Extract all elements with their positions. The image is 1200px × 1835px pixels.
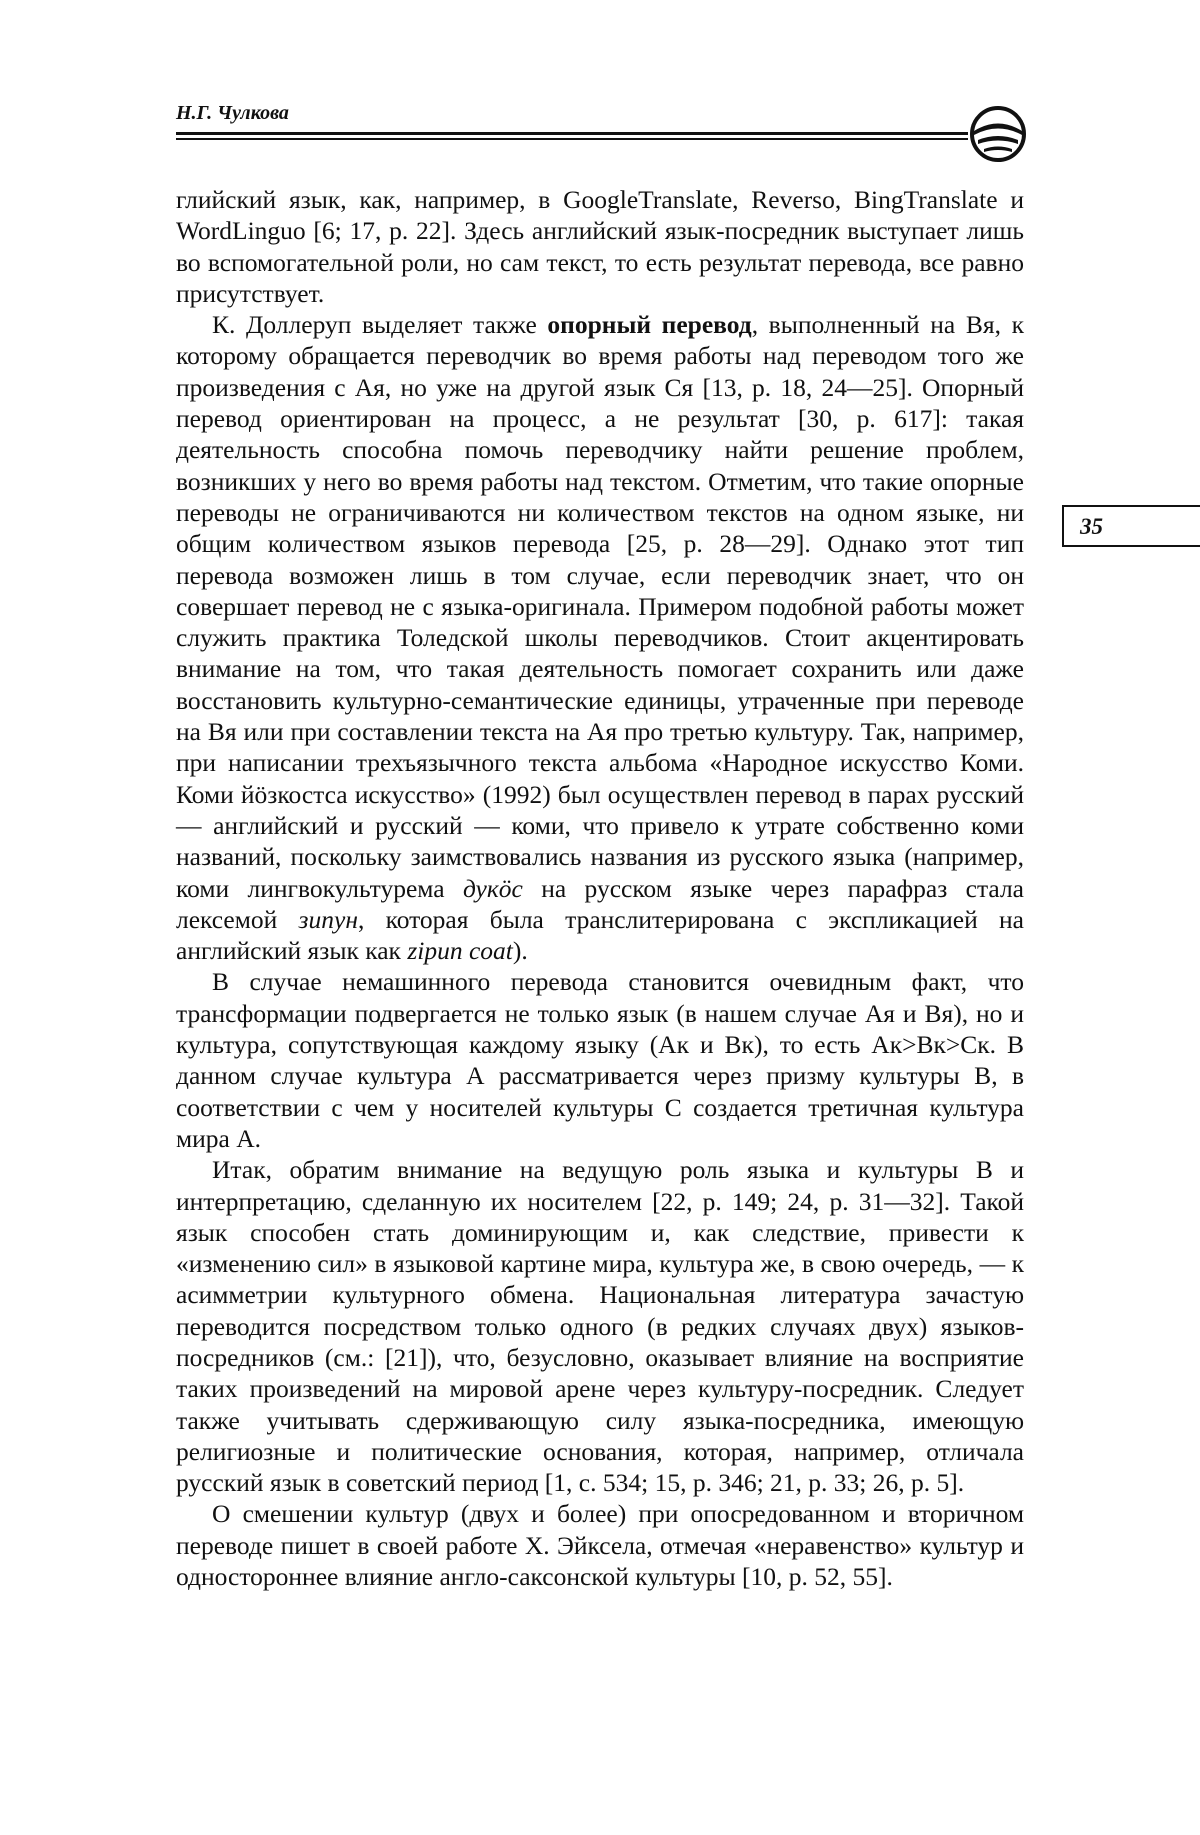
- page-number: 35: [1062, 505, 1200, 547]
- term-italic: зипун: [298, 904, 358, 934]
- paragraph-text: К. Доллеруп выделяет также: [212, 310, 548, 340]
- paragraph-text: Итак, обратим внимание на ведущую роль языка и культуры В и интерпретацию, сделанную их носителем [22, p. 149; 24, p. 31—32]. Такой язык способен стать доминирующим и, как следствие, привести к «изменению сил» в языковой картине мира, культура же, в свою очередь, — к асимметрии культурного обмена. Национальная литература зачастую переводится посредством только одного (в редких случаях двух) языков-посредников (см.: [21]), что, безусловно, оказывает влияние на восприятие таких произведений на мировой арене через культуру-посредник. Следует также учитывать сдерживающую силу языка-посредника, имеющую религиозные и политические основания, которая, например, отличала русский язык в советский период [1, c. 534; 15, p. 346; 21, p. 33; 26, p. 5].: [176, 1155, 1024, 1498]
- paragraph-4: [176, 1154, 1024, 1498]
- paragraph-text: В случае немашинного перевода становится очевидным факт, что трансформации подвергается не только язык (в нашем случае Ая и Вя), но и культура, сопутствующая каждому языку (Ак и Вк), то есть Ак>Вк>Ск. В данном случае культура А рассматривается через призму культуры В, в соответствии с чем у носителей культуры С создается третичная культура мира А.: [176, 967, 1024, 1153]
- journal-logo-icon: [968, 104, 1028, 164]
- paragraph-5: [176, 1498, 1024, 1592]
- term-bold: опорный перевод: [547, 310, 752, 340]
- paragraph-1: [176, 184, 1024, 309]
- header-rule: [176, 132, 968, 135]
- body-text: [176, 184, 1024, 1592]
- paragraph-3: [176, 966, 1024, 1154]
- header-rule-thin: [176, 138, 968, 140]
- paragraph-text: на русском языке через парафраз стала лексемой: [176, 873, 1024, 934]
- running-head-author: Н.Г. Чулкова: [176, 102, 289, 124]
- paragraph-text: глийский язык, как, например, в GoogleTranslate, Reverso, BingTranslate и WordLinguo [6; 17, p. 22]. Здесь английский язык-посредник выступает лишь во вспомогательной роли, но сам текст, то есть результат перевода, все равно присутствует.: [176, 185, 1024, 308]
- paragraph-text: , которая была транслитерирована с экспликацией на английский язык как: [176, 904, 1024, 966]
- paragraph-text: ).: [512, 936, 528, 966]
- term-italic: дукӧс: [462, 873, 523, 903]
- term-italic: zipun coat: [407, 936, 513, 966]
- paragraph-text: , выполненный на Вя, к которому обращается переводчик во время работы над переводом того же произведения с Ая, но уже на другой язык Ся [13, p. 18, 24—25]. Опорный перевод ориентирован на процесс, а не результат [30, p. 617]: такая деятельность способна помочь переводчику найти решение проблем, возникших у него во время работы над текстом. Отметим, что такие опорные переводы не ограничиваются ни количеством текстов на одном языке, ни общим количеством языков перевода [25, p. 28—29]. Однако этот тип перевода возможен лишь в том случае, если переводчик знает, что он совершает перевод не с языка-оригинала. Примером подобной работы может служить практика Толедской школы переводчиков. Стоит акцентировать внимание на том, что такая деятельность помогает сохранить или даже восстановить культурно-семантические единицы, утраченные при переводе на Вя или при составлении текста на Ая про третью культуру. Так, например, при написании трехъязычного текста альбома «Народное искусство Коми. Коми йӧзкостса искусство» (1992) был осуществлен перевод в парах русский — английский и русский — коми, что привело к утрате собственно коми названий, поскольку заимствовались названия из русского языка (например, коми лингвокультурема: [176, 310, 1024, 903]
- paragraph-text: О смешении культур (двух и более) при опосредованном и вторичном переводе пишет в своей работе Х. Эйксела, отмечая «неравенство» культур и одностороннее влияние англо-саксонской культуры [10, p. 52, 55].: [176, 1499, 1024, 1592]
- paragraph-2: [176, 309, 1024, 966]
